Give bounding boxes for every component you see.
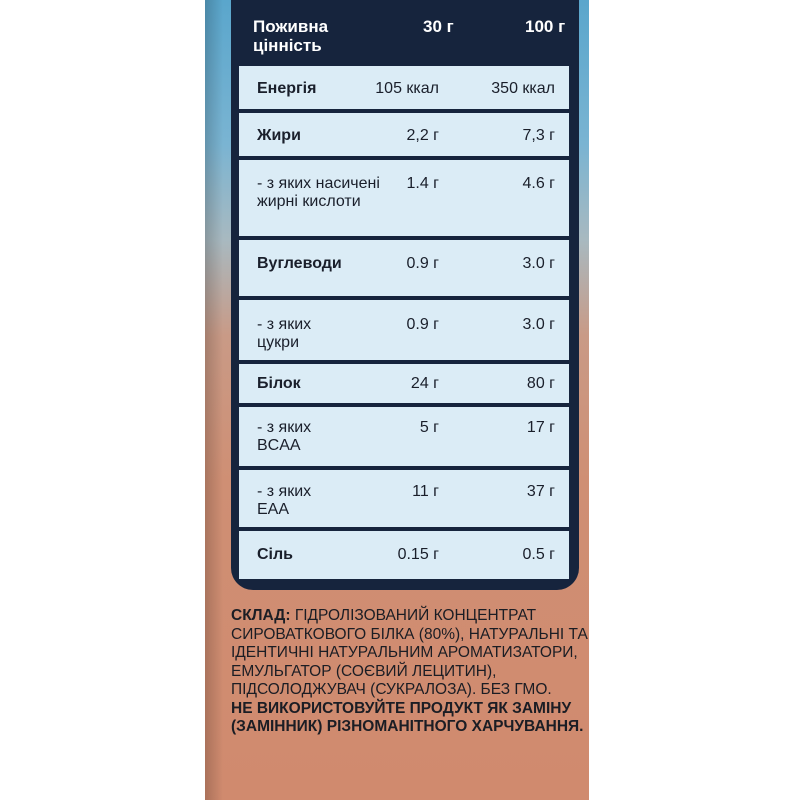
row-value-30g: 0.9 г xyxy=(406,255,439,272)
row-value-30g: 105 ккал xyxy=(375,80,439,97)
package-side-panel xyxy=(205,0,589,800)
header-per-30g: 30 г xyxy=(423,17,454,36)
nutrition-facts-card xyxy=(231,0,579,590)
panel-edge-shadow xyxy=(205,0,223,800)
row-value-30g: 5 г xyxy=(419,419,439,436)
nutrition-table xyxy=(239,66,569,579)
row-value-100g: 350 ккал xyxy=(491,80,555,97)
row-name: - з яких ЕАА xyxy=(257,483,312,518)
header-nutrition-value-label: Поживна цінність xyxy=(253,17,329,55)
table-row-sugars xyxy=(239,300,569,364)
table-row-carbohydrates xyxy=(239,240,569,300)
table-row-energy xyxy=(239,66,569,113)
row-value-100g: 80 г xyxy=(526,375,555,392)
row-name: - з яких цукри xyxy=(257,316,312,351)
table-row-bcaa xyxy=(239,407,569,470)
row-value-30g: 24 г xyxy=(410,375,439,392)
table-row-saturated-fats xyxy=(239,160,569,240)
row-value-100g: 7,3 г xyxy=(522,127,555,144)
row-value-30g: 0.15 г xyxy=(397,546,439,563)
row-name: Сіль xyxy=(257,546,293,563)
row-name: Енергія xyxy=(257,80,317,97)
usage-warning: НЕ ВИКОРИСТОВУЙТЕ ПРОДУКТ ЯК ЗАМІНУ (ЗАМІННИК) РІЗНОМАНІТНОГО ХАРЧУВАННЯ. xyxy=(231,699,584,735)
row-value-100g: 17 г xyxy=(526,419,555,436)
row-value-100g: 3.0 г xyxy=(522,255,555,272)
table-row-protein xyxy=(239,364,569,407)
row-name: Вуглеводи xyxy=(257,255,342,272)
header-per-100g: 100 г xyxy=(525,17,566,36)
row-name: - з яких насичені жирні кислоти xyxy=(257,175,380,210)
composition-ingredients: ГІДРОЛІЗОВАНИЙ КОНЦЕНТРАТ СИРОВАТКОВОГО БІЛКА (80%), НАТУРАЛЬНІ ТА ІДЕНТИЧНІ НАТУРАЛЬНИМ АРОМАТИЗАТОРИ, ЕМУЛЬГАТОР (СОЄВИЙ ЛЕЦИТИН), ПІДСОЛОДЖУВАЧ (СУКРАЛОЗА). БЕЗ ГМО. xyxy=(231,607,588,698)
nutrition-header xyxy=(253,12,573,64)
row-value-100g: 4.6 г xyxy=(522,175,555,192)
row-name: Білок xyxy=(257,375,301,392)
row-value-100g: 0.5 г xyxy=(522,546,555,563)
row-name: - з яких BCAA xyxy=(257,419,312,454)
row-value-30g: 0.9 г xyxy=(406,316,439,333)
row-value-100g: 37 г xyxy=(526,483,555,500)
row-name: Жири xyxy=(257,127,301,144)
composition-label: СКЛАД: xyxy=(231,607,291,624)
row-value-30g: 11 г xyxy=(412,483,439,500)
row-value-100g: 3.0 г xyxy=(522,316,555,333)
table-row-salt xyxy=(239,531,569,579)
table-row-fats xyxy=(239,113,569,160)
row-value-30g: 1.4 г xyxy=(406,175,439,192)
composition-text xyxy=(231,607,589,737)
row-value-30g: 2,2 г xyxy=(406,127,439,144)
table-row-eaa xyxy=(239,470,569,531)
